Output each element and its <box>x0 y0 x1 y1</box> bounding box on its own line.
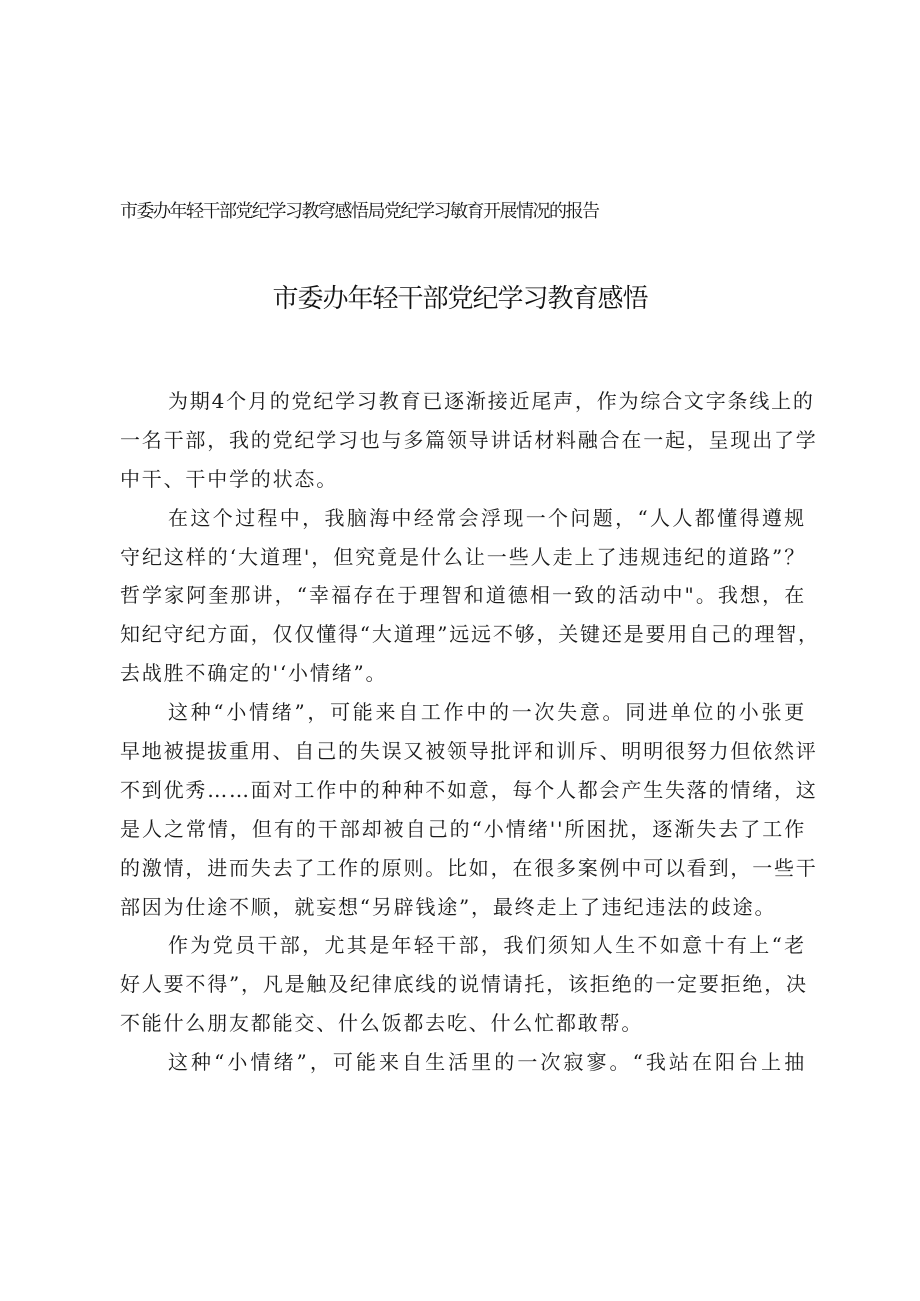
paragraph <box>120 382 818 499</box>
paragraph-line: 这种“小情绪”，可能来自生活里的一次寂寥。“我站在阳台上抽 <box>168 1050 806 1075</box>
paragraph-line: 守纪这样的‘大道理'，但究竟是什么让一些人走上了违规违纪的道路”？ <box>120 544 806 569</box>
document-title: 市委办年轻干部党纪学习教育感悟 <box>272 284 648 314</box>
paragraph-line: 知纪守纪方面，仅仅懂得“大道理”远远不够，关键还是要用自己的理智， <box>120 622 820 647</box>
paragraph-line: 中干、干中学的状态。 <box>120 466 338 491</box>
paragraph-line: 的激情，进而失去了工作的原则。比如，在很多案例中可以看到，一些干 <box>120 855 818 880</box>
document-body <box>120 382 820 1082</box>
paragraph-line: 不能什么朋友都能交、什么饭都去吃、什么忙都敢帮。 <box>120 1011 644 1036</box>
paragraph-line: 作为党员干部，尤其是年轻干部，我们须知人生不如意十有上“老 <box>168 933 806 958</box>
paragraph-line: 为期4个月的党纪学习教育已逐渐接近尾声，作为综合文字条线上的 <box>168 389 815 413</box>
paragraph-line: 在这个过程中，我脑海中经常会浮现一个问题，“人人都懂得遵规 <box>168 505 806 530</box>
paragraph-line: 一名干部，我的党纪学习也与多篇领导讲话材料融合在一起，呈现出了学 <box>120 427 818 452</box>
paragraph-line: 好人要不得”，凡是触及纪律底线的说情请托，该拒绝的一定要拒绝，决 <box>120 972 808 997</box>
paragraph-line: 去战胜不确定的'‘小情绪”。 <box>120 661 388 686</box>
paragraph-line: 是人之常情，但有的干部却被自己的“小情绪''所困扰，逐渐失去了工作 <box>120 816 806 841</box>
document-header: 市委办年轻干部党纪学习教穹感悟局党纪学习敏育开展情况的报告 <box>120 201 599 222</box>
paragraph-line: 部因为仕途不顺，就妄想“另辟钱途”，最终走上了违纪违法的歧途。 <box>120 894 777 919</box>
paragraph-line: 不到优秀……面对工作中的种种不如意，每个人都会产生失落的情绪，这 <box>120 777 818 802</box>
paragraph-line: 早地被提拔重用、自己的失误又被领导批评和训斥、明明很努力但依然评 <box>120 739 818 764</box>
paragraph <box>120 499 820 693</box>
paragraph-line: 哲学家阿奎那讲，“幸福存在于理智和道德相一致的活动中"。我想，在 <box>120 583 806 608</box>
paragraph <box>120 1043 806 1082</box>
paragraph-line: 这种“小情绪”，可能来自工作中的一次失意。同进单位的小张更 <box>168 700 806 725</box>
paragraph <box>120 926 806 1043</box>
paragraph <box>120 693 818 926</box>
